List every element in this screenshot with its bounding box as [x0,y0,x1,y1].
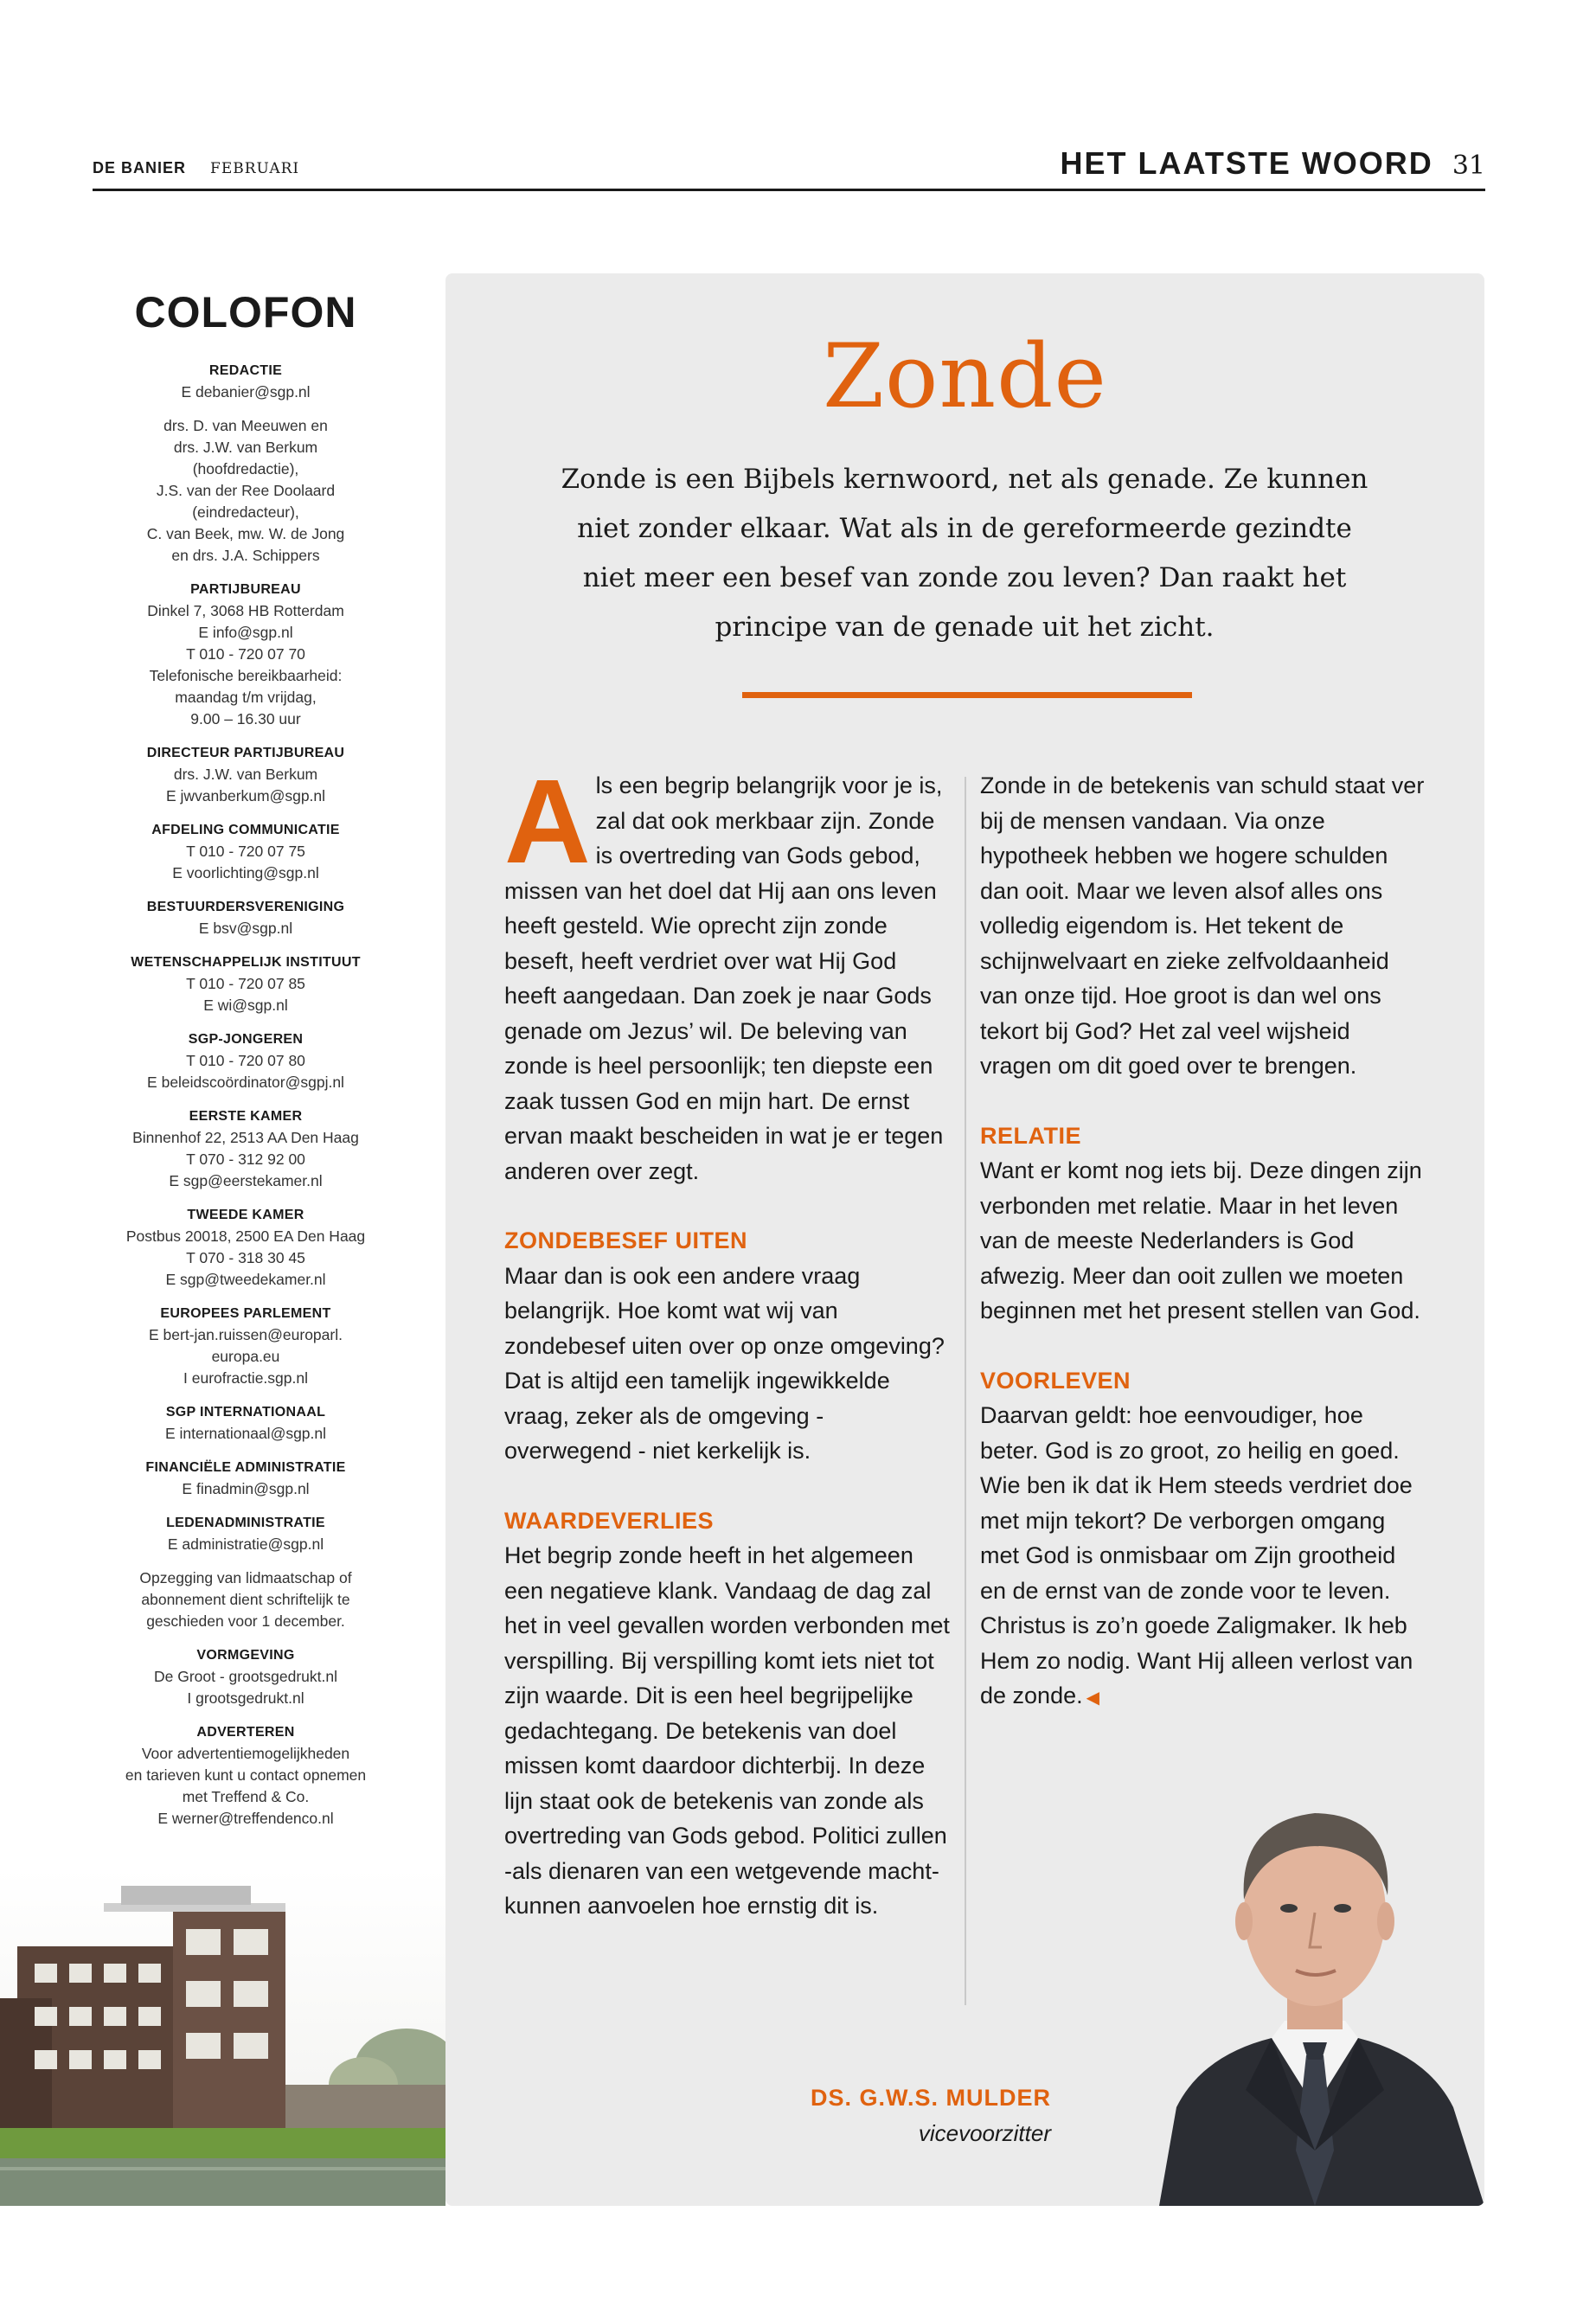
colofon-line: E werner@treffendenco.nl [157,1810,334,1827]
colofon-line: (eindredacteur), [192,503,299,521]
colofon-heading: VORMGEVING [196,1648,295,1663]
colofon-block [83,952,408,1016]
colofon-line: De Groot - grootsgedrukt.nl [153,1668,338,1685]
colofon-heading: EUROPEES PARLEMENT [160,1306,331,1321]
colofon-line: E bert-jan.ruissen@europarl. [149,1326,343,1343]
article-column-2 [980,768,1426,1716]
colofon-line: (hoofdredactie), [192,460,299,478]
colofon-line: E sgp@eerstekamer.nl [169,1172,323,1189]
colofon-block [83,819,408,884]
author-name: DS. G.W.S. MULDER [810,2085,1051,2111]
subheading-voorleven: VOORLEVEN [980,1367,1131,1394]
colofon-line: T 010 - 720 07 75 [186,843,305,860]
colofon-heading: REDACTIE [208,363,283,378]
colofon-line: E sgp@tweedekamer.nl [165,1271,326,1288]
colofon-line: geschieden voor 1 december. [146,1612,345,1630]
paragraph-waardeverlies: Het begrip zonde heeft in het algemeen een negatieve klank. Vandaag de dag zal het in veel gevallen worden verbonden met verspilling. Bij verspilling komt iets niet tot zijn waarde. Dit is een heel begrijpelijke gedachtegang. De betekenis van doel missen komt daardoor dichterbij. In deze lijn staat ook de betekenis van zonde als overtreding van Gods gebod. Politici zullen -als dienaren van een wetgevende macht- kunnen aanvoelen hoe ernstig dit is. [504,1542,950,1919]
colofon-block [83,1303,408,1389]
end-mark-icon: ◀ [1086,1689,1099,1708]
building-photo [0,1868,445,2206]
subheading-waardeverlies: WAARDEVERLIES [504,1507,715,1534]
colofon-heading: PARTIJBUREAU [190,582,301,597]
column-divider [965,777,966,2005]
article-title: Zonde [823,325,1107,428]
colofon-line: E debanier@sgp.nl [181,383,311,401]
page-number: 31 [1452,151,1485,181]
colofon-block [83,1401,408,1445]
colofon-line: Opzegging van lidmaatschap of [139,1569,352,1586]
article-panel [445,273,1484,2206]
colofon-block [83,1512,408,1555]
colofon-line: I eurofractie.sgp.nl [183,1369,308,1387]
colofon-block [83,1106,408,1192]
colofon-title: COLOFON [134,288,357,336]
colofon-line: drs. J.W. van Berkum [173,439,318,456]
colofon-block [83,1029,408,1093]
colofon-heading: SGP INTERNATIONAAL [165,1405,326,1420]
colofon-heading: WETENSCHAPPELIJK INSTITUUT [131,955,361,970]
colofon-line: E finadmin@sgp.nl [182,1480,310,1497]
title-rule [742,692,1192,698]
colofon-line: Postbus 20018, 2500 EA Den Haag [125,1227,366,1245]
subheading-zondebesef: ZONDEBESEF UITEN [504,1227,748,1253]
author-role: vicevoorzitter [918,2120,1051,2146]
colofon-heading: BESTUURDERSVERENIGING [146,900,345,914]
colofon-blocks [83,360,408,1830]
colofon-line: met Treffend & Co. [182,1788,310,1805]
running-header-left [93,159,299,177]
colofon-heading: LEDENADMINISTRATIE [166,1516,325,1530]
colofon-line: T 010 - 720 07 70 [186,645,305,663]
colofon-line: E beleidscoördinator@sgpj.nl [147,1074,344,1091]
colofon-line: drs. D. van Meeuwen en [163,417,328,434]
colofon-block [83,1721,408,1830]
colofon-heading: EERSTE KAMER [189,1109,303,1124]
paragraph-relatie: Want er komt nog iets bij. Deze dingen zijn verbonden met relatie. Maar in het leven van de meeste Nederlanders is God afwezig. Meer dan ooit zullen we moeten beginnen met het present stellen van God. [980,1157,1422,1324]
running-header-right [1061,145,1486,182]
colofon-line: Dinkel 7, 3068 HB Rotterdam [147,602,344,619]
colofon-line: C. van Beek, mw. W. de Jong [146,525,345,542]
colofon-line: T 010 - 720 07 80 [186,1052,305,1069]
colofon-heading: DIRECTEUR PARTIJBUREAU [146,746,345,760]
colofon-line: E internationaal@sgp.nl [164,1425,327,1442]
colofon-line: E voorlichting@sgp.nl [172,864,319,881]
opening-text: ls een begrip belangrijk voor je is, zal dat ook merkbaar zijn. Zonde is overtreding van Gods gebod, missen van het doel dat Hij aan ons leven heeft gesteld. Wie oprecht zijn zonde beseft, heeft verdriet over wat Hij God heeft aangedaan. Dan zoek je naar Gods genade om Jezus’ wil. De beleving van zonde is heel persoonlijk; ten diepste een zaak tussen God en mijn hart. De ernst ervan maakt bescheiden in wat je er tegen anderen over zegt. [504,772,944,1184]
colofon-block [83,896,408,939]
colofon-line: J.S. van der Ree Doolaard [156,482,336,499]
colofon-heading: SGP-JONGEREN [188,1032,304,1047]
paragraph-schuld: Zonde in de betekenis van schuld staat ver bij de mensen vandaan. Via onze hypotheek hebben we hogere schulden dan ooit. Maar we leven alsof alles ons volledig eigendom is. Het tekent de schijnwelvaart en zieke zelfvoldaanheid van onze tijd. Hoe groot is dan wel ons tekort bij God? Het zal veel wijsheid vragen om dit goed over te brengen. [980,772,1425,1079]
colofon-line: T 010 - 720 07 85 [186,975,305,992]
subheading-relatie: RELATIE [980,1122,1081,1149]
colofon-heading: ADVERTEREN [196,1725,295,1740]
colofon-heading: FINANCIËLE ADMINISTRATIE [145,1460,346,1475]
colofon-line: maandag t/m vrijdag, [175,689,317,706]
colofon-block [83,1204,408,1291]
colofon-block [83,579,408,730]
colofon-heading: AFDELING COMMUNICATIE [151,823,340,837]
paragraph-voorleven [980,1398,1426,1716]
colofon-line: en drs. J.A. Schippers [171,547,320,564]
colofon-line: E info@sgp.nl [198,624,293,641]
section-title: HET LAATSTE WOORD [1060,145,1433,181]
colofon-line: T 070 - 312 92 00 [186,1150,305,1168]
colofon-block [83,360,408,403]
opening-paragraph [504,755,950,1189]
article-column-1 [504,755,950,1924]
colofon-line: E wi@sgp.nl [203,997,288,1014]
colofon-block [83,1457,408,1500]
colofon-block [83,415,408,567]
colofon-block [83,1567,408,1632]
colofon-line: drs. J.W. van Berkum [173,766,318,783]
header-rule [93,189,1485,191]
article-intro: Zonde is een Bijbels kernwoord, net als genade. Ze kunnen niet zonder elkaar. Wat als in de gereformeerde gezindte niet meer een besef van zonde zou leven? Dan raakt het principe van de genade uit het zicht. [561,464,1368,643]
colofon-line: E administratie@sgp.nl [167,1535,324,1553]
closing-text: Daarvan geldt: hoe eenvoudiger, hoe beter. God is zo groot, zo heilig en goed. Wie ben ik dat ik Hem steeds verdriet doe met mijn tekort? De verborgen omgang met God is onmisbaar om Zijn grootheid en de ernst van de zonde voor te leven. Christus is zo’n goede Zaligmaker. Ik heb Hem zo nodig. Want Hij alleen verlost van de zonde. [980,1402,1413,1708]
colofon-line: europa.eu [211,1348,280,1365]
colofon-line: 9.00 – 16.30 uur [190,710,301,727]
author-portrait [1142,1744,1484,2206]
colofon-line: Binnenhof 22, 2513 AA Den Haag [132,1129,359,1146]
issue-month: FEBRUARI [210,160,300,177]
drop-cap: A [504,755,591,888]
colofon-line: T 070 - 318 30 45 [186,1249,305,1266]
colofon-line: Voor advertentiemogelijkheden [141,1745,350,1762]
colofon-line: Telefonische bereikbaarheid: [149,667,343,684]
colofon-heading: TWEEDE KAMER [187,1208,304,1222]
publication-name: DE BANIER [93,159,187,176]
author-credit [705,2080,1051,2150]
colofon-line: abonnement dient schriftelijk te [141,1591,350,1608]
colofon-block [83,1644,408,1709]
paragraph-zondebesef: Maar dan is ook een andere vraag belangrijk. Hoe komt wat wij van zondebesef uiten over op onze omgeving? Dat is altijd een tamelijk ingewikkelde vraag, zeker als de omgeving -overwegend - niet kerkelijk is. [504,1262,945,1464]
colofon-block [83,742,408,807]
colofon-line: en tarieven kunt u contact opnemen [125,1766,367,1784]
colofon-line: I grootsgedrukt.nl [187,1689,304,1707]
colofon-line: E jwvanberkum@sgp.nl [165,787,326,804]
colofon [83,287,408,1842]
colofon-line: E bsv@sgp.nl [198,920,293,937]
